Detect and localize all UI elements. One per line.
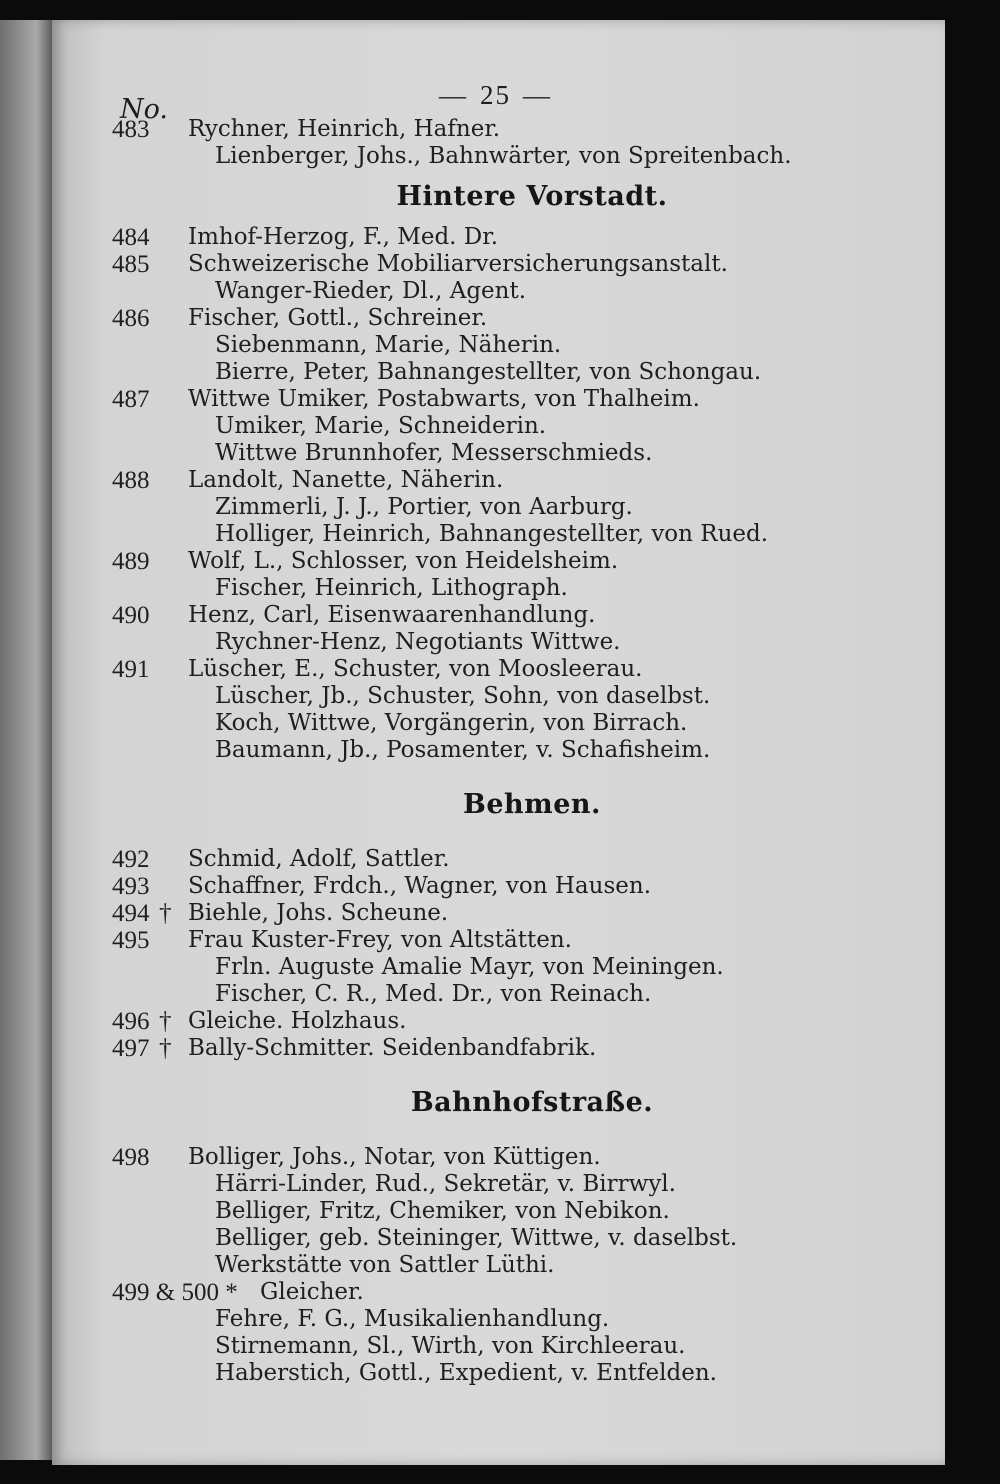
- list-item: [112, 629, 912, 656]
- entry-text: Belliger, Fritz, Chemiker, von Nebikon.: [215, 1198, 670, 1224]
- left-page-edge: [0, 20, 52, 1460]
- entry-text: Schaffner, Frdch., Wagner, von Hausen.: [188, 873, 651, 899]
- house-number: 492: [112, 846, 150, 873]
- list-item: [112, 494, 912, 521]
- number-column-label: No.: [120, 94, 168, 125]
- list-item: [112, 332, 912, 359]
- entry-text: Schmid, Adolf, Sattler.: [188, 846, 450, 872]
- entry-text: Fischer, Gottl., Schreiner.: [188, 305, 488, 331]
- house-number: 494: [112, 900, 150, 927]
- entry-text: Fischer, C. R., Med. Dr., von Reinach.: [215, 981, 652, 1007]
- entry-text: Bierre, Peter, Bahnangestellter, von Schongau.: [215, 359, 762, 385]
- page-number: — 25 —: [439, 80, 552, 110]
- list-item: [112, 1198, 912, 1225]
- entry-text: Bolliger, Johs., Notar, von Küttigen.: [188, 1144, 601, 1170]
- house-number: 493: [112, 873, 150, 900]
- house-number: 498: [112, 1144, 150, 1171]
- list-item: [112, 575, 912, 602]
- directory-listing: [112, 116, 912, 1387]
- entry-text: Imhof-Herzog, F., Med. Dr.: [188, 224, 499, 250]
- list-item: [112, 710, 912, 737]
- entry-text: Bally-Schmitter. Seidenbandfabrik.: [188, 1035, 597, 1061]
- entry-text: Rychner-Henz, Negotiants Wittwe.: [215, 629, 621, 655]
- list-item: [112, 1225, 912, 1252]
- list-item: [112, 900, 912, 927]
- entry-text: Belliger, geb. Steininger, Wittwe, v. daselbst.: [215, 1225, 738, 1251]
- list-item: [112, 1035, 912, 1062]
- section-heading-hintere-vorstadt: Hintere Vorstadt.: [396, 181, 668, 212]
- house-number: 488: [112, 467, 150, 494]
- entry-text: Koch, Wittwe, Vorgängerin, von Birrach.: [215, 710, 688, 736]
- house-number: 491: [112, 656, 150, 683]
- entry-text: Baumann, Jb., Posamenter, v. Schafisheim.: [215, 737, 711, 763]
- cross-mark: †: [159, 900, 172, 927]
- list-item: [112, 1252, 912, 1279]
- list-item: [112, 954, 912, 981]
- house-number: 485: [112, 251, 150, 278]
- entry-text: Wolf, L., Schlosser, von Heidelsheim.: [188, 548, 619, 574]
- entry-text: Henz, Carl, Eisenwaarenhandlung.: [188, 602, 596, 628]
- entry-text: Biehle, Johs. Scheune.: [188, 900, 449, 926]
- entry-text: Siebenmann, Marie, Näherin.: [215, 332, 562, 358]
- entry-text: Wittwe Umiker, Postabwarts, von Thalheim.: [188, 386, 700, 412]
- entry-text: Wittwe Brunnhofer, Messerschmieds.: [215, 440, 653, 466]
- list-item: [112, 846, 912, 873]
- house-number: 496: [112, 1008, 150, 1035]
- entry-text: Landolt, Nanette, Näherin.: [188, 467, 504, 493]
- list-item: [112, 224, 912, 251]
- house-number: 486: [112, 305, 150, 332]
- list-item: [112, 602, 912, 629]
- list-item: [112, 1171, 912, 1198]
- list-item: [112, 927, 912, 954]
- house-number: 490: [112, 602, 150, 629]
- list-item: [112, 116, 912, 143]
- list-item: [112, 251, 912, 278]
- cross-mark: †: [159, 1008, 172, 1035]
- list-item: [112, 440, 912, 467]
- house-number: 484: [112, 224, 150, 251]
- entry-text: Wanger-Rieder, Dl., Agent.: [215, 278, 527, 304]
- list-item: [112, 1360, 912, 1387]
- list-item: [112, 386, 912, 413]
- house-number: 489: [112, 548, 150, 575]
- section-heading-behmen: Behmen.: [463, 789, 601, 820]
- entry-text: Gleicher.: [260, 1279, 364, 1305]
- entry-text: Frln. Auguste Amalie Mayr, von Meiningen.: [215, 954, 724, 980]
- list-item: [112, 413, 912, 440]
- page-header: [52, 72, 945, 125]
- house-number: 499 & 500 *: [112, 1279, 238, 1306]
- entry-text: Lienberger, Johs., Bahnwärter, von Spreitenbach.: [215, 143, 792, 169]
- list-item: [112, 359, 912, 386]
- house-number: 495: [112, 927, 150, 954]
- section-heading-bahnhofstrasse: Bahnhofstraße.: [410, 1087, 654, 1118]
- list-item: [112, 981, 912, 1008]
- entry-text: Gleiche. Holzhaus.: [188, 1008, 407, 1034]
- list-item: [112, 737, 912, 764]
- list-item: [112, 467, 912, 494]
- entry-text: Lüscher, E., Schuster, von Moosleerau.: [188, 656, 643, 682]
- entry-text: Fehre, F. G., Musikalienhandlung.: [215, 1306, 610, 1332]
- list-item: [112, 521, 912, 548]
- entry-text: Rychner, Heinrich, Hafner.: [188, 116, 501, 142]
- list-item: [112, 1279, 912, 1306]
- house-number: 487: [112, 386, 150, 413]
- entry-text: Härri-Linder, Rud., Sekretär, v. Birrwyl.: [215, 1171, 676, 1197]
- cross-mark: †: [159, 1035, 172, 1062]
- list-item: [112, 1144, 912, 1171]
- entry-text: Fischer, Heinrich, Lithograph.: [215, 575, 568, 601]
- entry-text: Holliger, Heinrich, Bahnangestellter, von Rued.: [215, 521, 769, 547]
- page: [52, 20, 945, 1465]
- list-item: [112, 656, 912, 683]
- list-item: [112, 548, 912, 575]
- list-item: [112, 1008, 912, 1035]
- entry-text: Lüscher, Jb., Schuster, Sohn, von daselbst.: [215, 683, 711, 709]
- entry-text: Schweizerische Mobiliarversicherungsanstalt.: [188, 251, 728, 277]
- entry-text: Zimmerli, J. J., Portier, von Aarburg.: [215, 494, 633, 520]
- list-item: [112, 1306, 912, 1333]
- list-item: [112, 278, 912, 305]
- entry-text: Frau Kuster-Frey, von Altstätten.: [188, 927, 572, 953]
- list-item: [112, 143, 912, 170]
- entry-text: Stirnemann, Sl., Wirth, von Kirchleerau.: [215, 1333, 686, 1359]
- house-number: 497: [112, 1035, 150, 1062]
- entry-text: Umiker, Marie, Schneiderin.: [215, 413, 547, 439]
- list-item: [112, 305, 912, 332]
- list-item: [112, 683, 912, 710]
- list-item: [112, 873, 912, 900]
- house-number: 483: [112, 116, 150, 143]
- entry-text: Haberstich, Gottl., Expedient, v. Entfelden.: [215, 1360, 717, 1386]
- entry-text: Werkstätte von Sattler Lüthi.: [215, 1252, 555, 1278]
- list-item: [112, 1333, 912, 1360]
